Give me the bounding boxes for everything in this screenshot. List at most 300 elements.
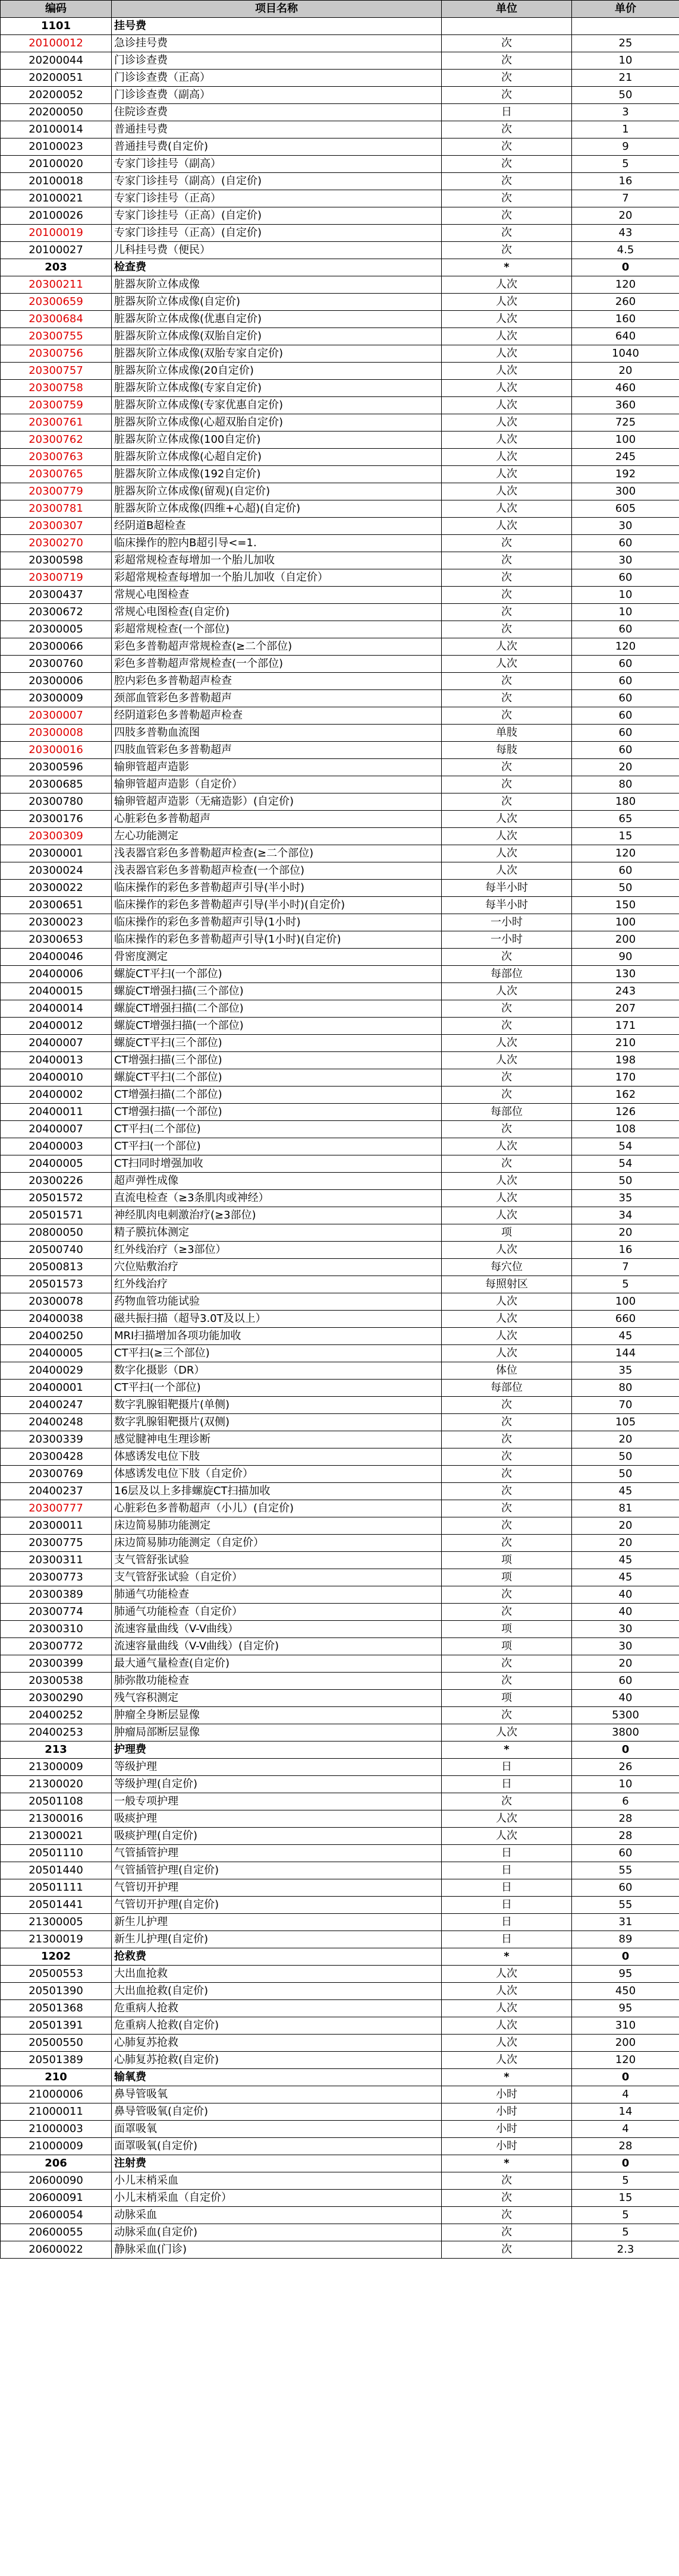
table-row <box>1 2172 679 2190</box>
table-row <box>1 414 679 432</box>
name-cell: CT平扫(二个部位) <box>112 1121 442 1138</box>
price-cell: 300 <box>572 483 679 500</box>
name-cell: 神经肌肉电刺激治疗(≥3部位) <box>112 1207 442 1224</box>
code-cell: 20600054 <box>1 2207 112 2224</box>
code-cell: 20300758 <box>1 380 112 397</box>
table-row <box>1 35 679 52</box>
price-cell: 4.5 <box>572 242 679 259</box>
name-cell: 面罩吸氧(自定价) <box>112 2138 442 2155</box>
unit-cell: 次 <box>442 1604 572 1621</box>
code-cell: 20400005 <box>1 1155 112 1173</box>
name-cell: 支气管舒张试验（自定价） <box>112 1569 442 1586</box>
unit-cell: 小时 <box>442 2138 572 2155</box>
table-row <box>1 1552 679 1569</box>
name-cell: 体感诱发电位下肢（自定价） <box>112 1466 442 1483</box>
table-row <box>1 1362 679 1380</box>
table-row <box>1 949 679 966</box>
code-cell: 20400010 <box>1 1069 112 1087</box>
price-cell: 7 <box>572 190 679 207</box>
code-cell: 21000011 <box>1 2103 112 2121</box>
table-row <box>1 2207 679 2224</box>
name-cell: 气管插管护理 <box>112 1845 442 1862</box>
table-row <box>1 983 679 1000</box>
table-row <box>1 449 679 466</box>
name-cell: 螺旋CT平扫(二个部位) <box>112 1069 442 1087</box>
price-cell: 310 <box>572 2017 679 2035</box>
unit-cell: 人次 <box>442 1966 572 1983</box>
table-row <box>1 1431 679 1448</box>
name-cell: 新生儿护理 <box>112 1914 442 1931</box>
unit-cell: 次 <box>442 1466 572 1483</box>
unit-cell: 人次 <box>442 2052 572 2069</box>
table-row <box>1 1224 679 1242</box>
unit-cell: 每部位 <box>442 1104 572 1121</box>
table-row <box>1 138 679 156</box>
table-row <box>1 1397 679 1414</box>
unit-cell: 次 <box>442 673 572 690</box>
name-cell: CT增强扫描(一个部位) <box>112 1104 442 1121</box>
code-cell: 20400011 <box>1 1104 112 1121</box>
price-cell: 160 <box>572 311 679 328</box>
name-cell: 临床操作的彩色多普勒超声引导(半小时)(自定价) <box>112 897 442 914</box>
unit-cell: 小时 <box>442 2103 572 2121</box>
price-cell: 28 <box>572 2138 679 2155</box>
price-cell: 3800 <box>572 1724 679 1742</box>
table-row <box>1 380 679 397</box>
code-cell: 20400029 <box>1 1362 112 1380</box>
name-cell: 腔内彩色多普勒超声检查 <box>112 673 442 690</box>
table-row <box>1 1328 679 1345</box>
name-cell: 数字乳腺钼靶摄片(双侧) <box>112 1414 442 1431</box>
code-cell: 21000009 <box>1 2138 112 2155</box>
unit-cell: 人次 <box>442 1983 572 2000</box>
name-cell: 数字化摄影（DR） <box>112 1362 442 1380</box>
name-cell: 动脉采血 <box>112 2207 442 2224</box>
unit-cell: 人次 <box>442 1035 572 1052</box>
table-row <box>1 1052 679 1069</box>
unit-cell: 次 <box>442 207 572 225</box>
table-row <box>1 121 679 138</box>
price-cell: 30 <box>572 1621 679 1638</box>
price-cell: 171 <box>572 1018 679 1035</box>
name-cell: 16层及以上多排螺旋CT扫描加收 <box>112 1483 442 1500</box>
name-cell: 彩色多普勒超声常规检查(一个部位) <box>112 656 442 673</box>
price-cell: 15 <box>572 828 679 845</box>
table-row <box>1 966 679 983</box>
unit-cell: 人次 <box>442 656 572 673</box>
name-cell: 心肺复苏抢救 <box>112 2035 442 2052</box>
code-cell: 20300775 <box>1 1535 112 1552</box>
table-row <box>1 1914 679 1931</box>
name-cell: 四肢多普勒血流图 <box>112 725 442 742</box>
code-cell: 20600091 <box>1 2190 112 2207</box>
unit-cell: 人次 <box>442 397 572 414</box>
unit-cell: 人次 <box>442 1328 572 1345</box>
price-cell: 81 <box>572 1500 679 1517</box>
code-cell: 20400005 <box>1 1345 112 1362</box>
unit-cell: 体位 <box>442 1362 572 1380</box>
table-row <box>1 845 679 862</box>
unit-cell: 每部位 <box>442 966 572 983</box>
unit-cell: 次 <box>442 1069 572 1087</box>
table-row <box>1 1448 679 1466</box>
price-cell: 0 <box>572 259 679 276</box>
name-cell: 输氧费 <box>112 2069 442 2086</box>
code-cell: 20501368 <box>1 2000 112 2017</box>
code-cell: 20300310 <box>1 1621 112 1638</box>
table-row <box>1 2035 679 2052</box>
price-cell: 260 <box>572 294 679 311</box>
name-cell: 螺旋CT增强扫描(一个部位) <box>112 1018 442 1035</box>
price-cell: 50 <box>572 880 679 897</box>
name-cell: 心脏彩色多普勒超声 <box>112 811 442 828</box>
table-row <box>1 1466 679 1483</box>
price-cell: 2.3 <box>572 2241 679 2259</box>
price-cell: 130 <box>572 966 679 983</box>
name-cell: 等级护理 <box>112 1759 442 1776</box>
unit-cell: 次 <box>442 604 572 621</box>
code-cell: 20300596 <box>1 759 112 776</box>
table-row <box>1 190 679 207</box>
price-cell: 210 <box>572 1035 679 1052</box>
price-cell: 60 <box>572 569 679 587</box>
name-cell: 注射费 <box>112 2155 442 2172</box>
name-cell: 专家门诊挂号（正高） <box>112 190 442 207</box>
price-cell: 660 <box>572 1311 679 1328</box>
unit-cell: 次 <box>442 156 572 173</box>
name-cell: 四肢血管彩色多普勒超声 <box>112 742 442 759</box>
price-cell: 40 <box>572 1690 679 1707</box>
table-row <box>1 621 679 638</box>
unit-cell: 人次 <box>442 311 572 328</box>
name-cell: 心脏彩色多普勒超声（小儿）(自定价) <box>112 1500 442 1517</box>
code-cell: 20200051 <box>1 70 112 87</box>
unit-cell: 次 <box>442 2190 572 2207</box>
table-row <box>1 1673 679 1690</box>
name-cell: 常规心电图检查(自定价) <box>112 604 442 621</box>
name-cell: CT平扫(一个部位) <box>112 1380 442 1397</box>
table-row <box>1 1966 679 1983</box>
price-cell: 5 <box>572 2172 679 2190</box>
unit-cell: 次 <box>442 190 572 207</box>
price-cell: 170 <box>572 1069 679 1087</box>
code-cell: 20100021 <box>1 190 112 207</box>
name-cell: 临床操作的彩色多普勒超声引导(1小时) <box>112 914 442 931</box>
table-row <box>1 897 679 914</box>
table-row <box>1 638 679 656</box>
table-row <box>1 1690 679 1707</box>
price-cell: 10 <box>572 52 679 70</box>
table-body <box>1 18 679 2259</box>
price-cell: 45 <box>572 1552 679 1569</box>
price-cell: 50 <box>572 87 679 104</box>
unit-cell: * <box>442 1948 572 1966</box>
code-cell: 20300011 <box>1 1517 112 1535</box>
unit-cell: 次 <box>442 2172 572 2190</box>
code-cell: 20200052 <box>1 87 112 104</box>
unit-cell: 次 <box>442 1155 572 1173</box>
table-row <box>1 1828 679 1845</box>
price-cell: 60 <box>572 690 679 707</box>
unit-cell: 项 <box>442 1569 572 1586</box>
name-cell: 气管插管护理(自定价) <box>112 1862 442 1879</box>
unit-cell <box>442 18 572 35</box>
code-cell: 20501391 <box>1 2017 112 2035</box>
name-cell: CT平扫(≥三个部位) <box>112 1345 442 1362</box>
table-row <box>1 242 679 259</box>
price-cell: 55 <box>572 1862 679 1879</box>
code-cell: 20300009 <box>1 690 112 707</box>
table-row <box>1 156 679 173</box>
category-row <box>1 2069 679 2086</box>
name-cell: 门诊诊查费 <box>112 52 442 70</box>
unit-cell: 次 <box>442 1018 572 1035</box>
code-cell: 21300021 <box>1 1828 112 1845</box>
code-cell: 20300685 <box>1 776 112 793</box>
table-row <box>1 500 679 518</box>
name-cell: 经阴道彩色多普勒超声检查 <box>112 707 442 725</box>
table-row <box>1 1535 679 1552</box>
header-unit: 单位 <box>442 1 572 18</box>
unit-cell: 次 <box>442 1000 572 1018</box>
table-row <box>1 1276 679 1293</box>
unit-cell: 每半小时 <box>442 880 572 897</box>
name-cell: 等级护理(自定价) <box>112 1776 442 1793</box>
table-row <box>1 518 679 535</box>
price-cell: 1 <box>572 121 679 138</box>
unit-cell: 每照射区 <box>442 1276 572 1293</box>
code-cell: 20300006 <box>1 673 112 690</box>
table-row <box>1 1121 679 1138</box>
unit-cell: 次 <box>442 569 572 587</box>
code-cell: 20200044 <box>1 52 112 70</box>
table-row <box>1 1104 679 1121</box>
unit-cell: 次 <box>442 35 572 52</box>
price-cell: 10 <box>572 1776 679 1793</box>
unit-cell: 每部位 <box>442 1380 572 1397</box>
price-cell: 10 <box>572 604 679 621</box>
name-cell: 常规心电图检查 <box>112 587 442 604</box>
price-cell: 5 <box>572 2207 679 2224</box>
name-cell: CT扫同时增强加收 <box>112 1155 442 1173</box>
unit-cell: 每半小时 <box>442 897 572 914</box>
unit-cell: 次 <box>442 793 572 811</box>
unit-cell: 次 <box>442 2224 572 2241</box>
code-cell: 20100027 <box>1 242 112 259</box>
unit-cell: 次 <box>442 1535 572 1552</box>
price-cell: 192 <box>572 466 679 483</box>
name-cell: 体感诱发电位下肢 <box>112 1448 442 1466</box>
code-cell: 20300765 <box>1 466 112 483</box>
unit-cell: 人次 <box>442 1207 572 1224</box>
price-cell: 20 <box>572 1535 679 1552</box>
unit-cell: 日 <box>442 1776 572 1793</box>
table-row <box>1 1138 679 1155</box>
unit-cell: 人次 <box>442 414 572 432</box>
category-row <box>1 259 679 276</box>
code-cell: 20100019 <box>1 225 112 242</box>
name-cell: 新生儿护理(自定价) <box>112 1931 442 1948</box>
name-cell: 浅表器官彩色多普勒超声检查(≥二个部位) <box>112 845 442 862</box>
name-cell: CT增强扫描(二个部位) <box>112 1087 442 1104</box>
price-cell: 198 <box>572 1052 679 1069</box>
price-cell: 9 <box>572 138 679 156</box>
unit-cell: 次 <box>442 1673 572 1690</box>
name-cell: 床边简易肺功能测定 <box>112 1517 442 1535</box>
code-cell: 20400046 <box>1 949 112 966</box>
price-cell: 54 <box>572 1155 679 1173</box>
table-row <box>1 1983 679 2000</box>
unit-cell: 次 <box>442 1121 572 1138</box>
code-cell: 20300762 <box>1 432 112 449</box>
code-cell: 20300024 <box>1 862 112 880</box>
name-cell: 红外线治疗 <box>112 1276 442 1293</box>
price-cell: 180 <box>572 793 679 811</box>
table-row <box>1 793 679 811</box>
table-row <box>1 1345 679 1362</box>
unit-cell: 人次 <box>442 345 572 363</box>
code-cell: 1101 <box>1 18 112 35</box>
unit-cell: * <box>442 2069 572 2086</box>
code-cell: 20300760 <box>1 656 112 673</box>
table-row <box>1 1931 679 1948</box>
price-cell: 207 <box>572 1000 679 1018</box>
table-row <box>1 1810 679 1828</box>
table-row <box>1 2103 679 2121</box>
unit-cell: 项 <box>442 1621 572 1638</box>
code-cell: 20400006 <box>1 966 112 983</box>
code-cell: 21300020 <box>1 1776 112 1793</box>
code-cell: 20300755 <box>1 328 112 345</box>
price-cell: 460 <box>572 380 679 397</box>
name-cell: 门诊诊查费（副高） <box>112 87 442 104</box>
name-cell: 脏器灰阶立体成像(双胎自定价) <box>112 328 442 345</box>
unit-cell: 人次 <box>442 449 572 466</box>
code-cell: 20600090 <box>1 2172 112 2190</box>
unit-cell: 人次 <box>442 1242 572 1259</box>
price-cell: 21 <box>572 70 679 87</box>
code-cell: 20100014 <box>1 121 112 138</box>
name-cell: 脏器灰阶立体成像(四维+心超)(自定价) <box>112 500 442 518</box>
code-cell: 20300290 <box>1 1690 112 1707</box>
code-cell: 20300005 <box>1 621 112 638</box>
unit-cell: 人次 <box>442 363 572 380</box>
header-price: 单价 <box>572 1 679 18</box>
code-cell: 20300538 <box>1 1673 112 1690</box>
code-cell: 20100023 <box>1 138 112 156</box>
table-row <box>1 2000 679 2017</box>
unit-cell: 人次 <box>442 466 572 483</box>
unit-cell: 一小时 <box>442 931 572 949</box>
price-cell: 45 <box>572 1328 679 1345</box>
code-cell: 20300759 <box>1 397 112 414</box>
name-cell: 肺通气功能检查 <box>112 1586 442 1604</box>
price-cell: 90 <box>572 949 679 966</box>
name-cell: 气管切开护理(自定价) <box>112 1897 442 1914</box>
price-cell: 89 <box>572 1931 679 1948</box>
unit-cell: 人次 <box>442 1052 572 1069</box>
table-row <box>1 1586 679 1604</box>
price-cell: 144 <box>572 1345 679 1362</box>
table-row <box>1 1862 679 1879</box>
unit-cell: 人次 <box>442 983 572 1000</box>
table-row <box>1 311 679 328</box>
unit-cell: 项 <box>442 1224 572 1242</box>
price-cell: 14 <box>572 2103 679 2121</box>
name-cell: 输卵管超声造影（无痛造影）(自定价) <box>112 793 442 811</box>
name-cell: 气管切开护理 <box>112 1879 442 1897</box>
name-cell: 浅表器官彩色多普勒超声检查(一个部位) <box>112 862 442 880</box>
unit-cell: 次 <box>442 225 572 242</box>
price-cell: 725 <box>572 414 679 432</box>
table-row <box>1 1242 679 1259</box>
table-row <box>1 87 679 104</box>
table-row <box>1 1207 679 1224</box>
name-cell: 流速容量曲线（V-V曲线）(自定价) <box>112 1638 442 1655</box>
unit-cell: 次 <box>442 138 572 156</box>
code-cell: 20300428 <box>1 1448 112 1466</box>
name-cell: 脏器灰阶立体成像(专家自定价) <box>112 380 442 397</box>
table-row <box>1 225 679 242</box>
name-cell: 吸痰护理 <box>112 1810 442 1828</box>
unit-cell: 人次 <box>442 1293 572 1311</box>
unit-cell: 次 <box>442 690 572 707</box>
price-cell: 4 <box>572 2121 679 2138</box>
table-row <box>1 52 679 70</box>
table-row <box>1 1311 679 1328</box>
table-row <box>1 914 679 931</box>
code-cell: 20300777 <box>1 1500 112 1517</box>
table-row <box>1 466 679 483</box>
code-cell: 20300023 <box>1 914 112 931</box>
price-cell: 70 <box>572 1397 679 1414</box>
unit-cell: 人次 <box>442 828 572 845</box>
table-row <box>1 707 679 725</box>
table-row <box>1 1035 679 1052</box>
name-cell: 肿瘤局部断层显像 <box>112 1724 442 1742</box>
unit-cell: 次 <box>442 1655 572 1673</box>
name-cell: 彩超常规检查每增加一个胎儿加收（自定价） <box>112 569 442 587</box>
unit-cell: 人次 <box>442 380 572 397</box>
table-row <box>1 276 679 294</box>
table-row <box>1 1776 679 1793</box>
name-cell: 鼻导管吸氧 <box>112 2086 442 2103</box>
price-cell: 16 <box>572 173 679 190</box>
price-cell: 7 <box>572 1259 679 1276</box>
code-cell: 1202 <box>1 1948 112 1966</box>
unit-cell: 小时 <box>442 2121 572 2138</box>
price-cell: 150 <box>572 897 679 914</box>
price-cell: 60 <box>572 725 679 742</box>
unit-cell: 日 <box>442 104 572 121</box>
table-row <box>1 2138 679 2155</box>
price-cell: 35 <box>572 1190 679 1207</box>
table-row <box>1 1707 679 1724</box>
code-cell: 20300779 <box>1 483 112 500</box>
table-row <box>1 2052 679 2069</box>
unit-cell: 人次 <box>442 2017 572 2035</box>
price-cell: 5300 <box>572 1707 679 1724</box>
code-cell: 213 <box>1 1742 112 1759</box>
name-cell: 住院诊查费 <box>112 104 442 121</box>
price-cell: 60 <box>572 707 679 725</box>
code-cell: 20300774 <box>1 1604 112 1621</box>
unit-cell: 小时 <box>442 2086 572 2103</box>
name-cell: 急诊挂号费 <box>112 35 442 52</box>
name-cell: 脏器灰阶立体成像(自定价) <box>112 294 442 311</box>
name-cell: 肺通气功能检查（自定价） <box>112 1604 442 1621</box>
name-cell: 颈部血管彩色多普勒超声 <box>112 690 442 707</box>
